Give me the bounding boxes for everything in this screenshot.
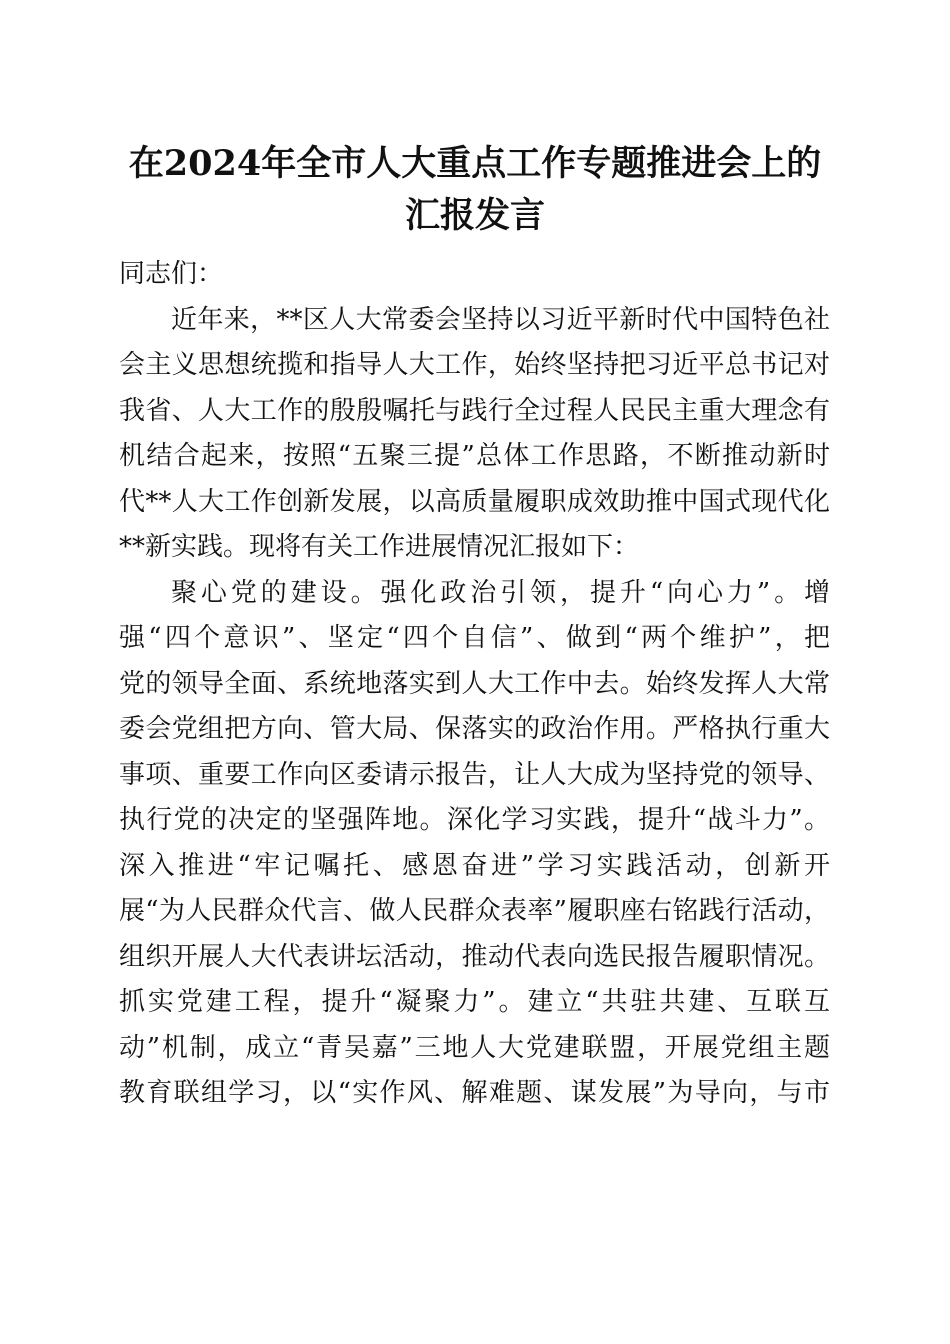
paragraph-line: 近年来，**区人大常委会坚持以习近平新时代中国特色社 — [171, 304, 830, 335]
paragraph-line: 动”机制，成立“青吴嘉”三地人大党建联盟，开展党组主题 — [119, 1032, 830, 1063]
paragraph-intro — [119, 298, 830, 571]
paragraph-line: 会主义思想统揽和指导人大工作，始终坚持把习近平总书记对 — [119, 350, 830, 380]
paragraph-line: 抓实党建工程，提升“凝聚力”。建立“共驻共建、互联互 — [119, 987, 830, 1017]
paragraph-line: 我省、人大工作的殷殷嘱托与践行全过程人民民主重大理念有 — [119, 395, 830, 426]
paragraph-line: 委会党组把方向、管大局、保落实的政治作用。严格执行重大 — [119, 714, 830, 744]
paragraph-line: 展“为人民群众代言、做人民群众表率”履职座右铭践行活动， — [119, 896, 830, 926]
salutation: 同志们： — [119, 259, 224, 289]
paragraph-line: 代**人大工作创新发展，以高质量履职成效助推中国式现代化 — [119, 486, 830, 517]
title-line-2: 汇报发言 — [404, 195, 545, 236]
paragraph-line: 聚心党的建设。强化政治引领，提升“向心力”。增 — [171, 577, 830, 608]
paragraph-line: 党的领导全面、系统地落实到人大工作中去。始终发挥人大常 — [119, 668, 830, 699]
paragraph-line: 深入推进“牢记嘱托、感恩奋进”学习实践活动，创新开 — [119, 850, 830, 881]
document-title — [110, 138, 840, 242]
paragraph-line: 执行党的决定的坚强阵地。深化学习实践，提升“战斗力”。 — [119, 805, 830, 835]
paragraph-line: **新实践。现将有关工作进展情况汇报如下： — [119, 532, 640, 562]
paragraph-line: 组织开展人大代表讲坛活动，推动代表向选民报告履职情况。 — [119, 941, 830, 972]
title-line-1: 在2024年全市人大重点工作专题推进会上的 — [128, 143, 822, 184]
paragraph-line: 事项、重要工作向区委请示报告，让人大成为坚持党的领导、 — [119, 759, 830, 790]
document-body — [119, 252, 830, 1117]
paragraph-line: 机结合起来，按照“五聚三提”总体工作思路，不断推动新时 — [119, 441, 830, 471]
paragraph-line: 强“四个意识”、坚定“四个自信”、做到“两个维护”，把 — [119, 623, 830, 653]
paragraph-party-building — [119, 571, 830, 1117]
paragraph-line: 教育联组学习，以“实作风、解难题、谋发展”为导向，与市 — [119, 1078, 830, 1108]
